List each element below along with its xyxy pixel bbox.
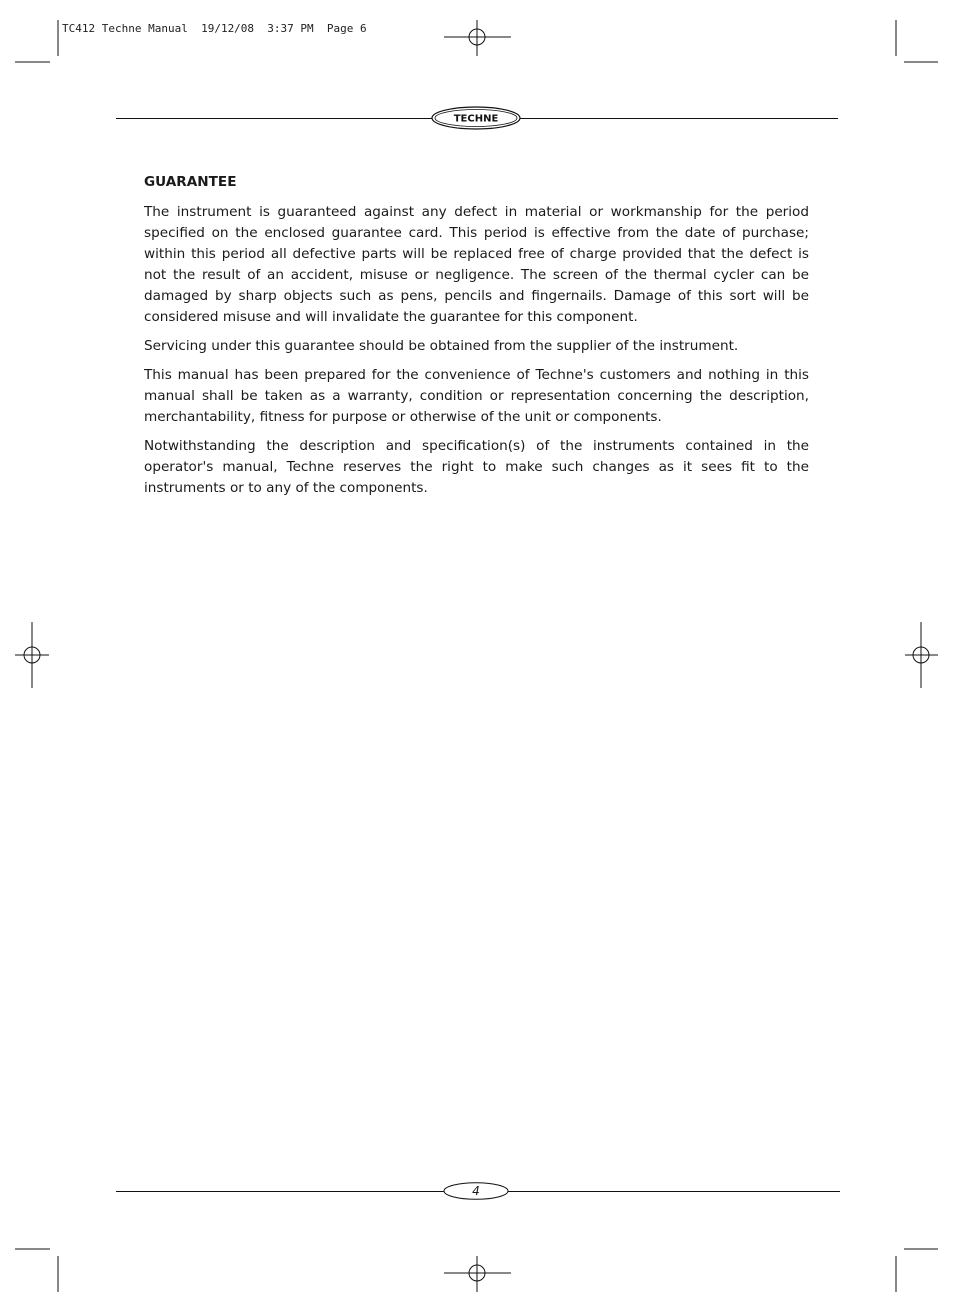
page-number: 4	[472, 1184, 480, 1198]
paragraph: This manual has been prepared for the convenience of Techne's customers and nothing in this manual shall be taken as a warranty, condition or representation concerning the description, merchantability, fitness for purpose or otherwise of the unit or components.	[144, 367, 809, 425]
section-heading: GUARANTEE	[144, 174, 237, 190]
techne-logo	[431, 106, 521, 130]
logo-text: TECHNE	[453, 113, 499, 125]
paragraph: Notwithstanding the description and specification(s) of the instruments contained in the operator's manual, Techne reserves the right to make such changes as it sees fit to the instruments or to any of the components.	[144, 438, 809, 496]
guarantee-section	[144, 172, 809, 507]
paragraph: The instrument is guaranteed against any defect in material or workmanship for the period specified on the enclosed guarantee card. This period is effective from the date of purchase; within this period all defective parts will be replaced free of charge provided that the defect is not the result of an accident, misuse or negligence. The screen of the thermal cycler can be damaged by sharp objects such as pens, pencils and fingernails. Damage of this sort will be considered misuse and will invalidate the guarantee for this component.	[144, 204, 809, 325]
paragraph: Servicing under this guarantee should be obtained from the supplier of the instrument.	[144, 338, 739, 354]
print-slug: TC412 Techne Manual 19/12/08 3:37 PM Page 6	[62, 22, 367, 35]
